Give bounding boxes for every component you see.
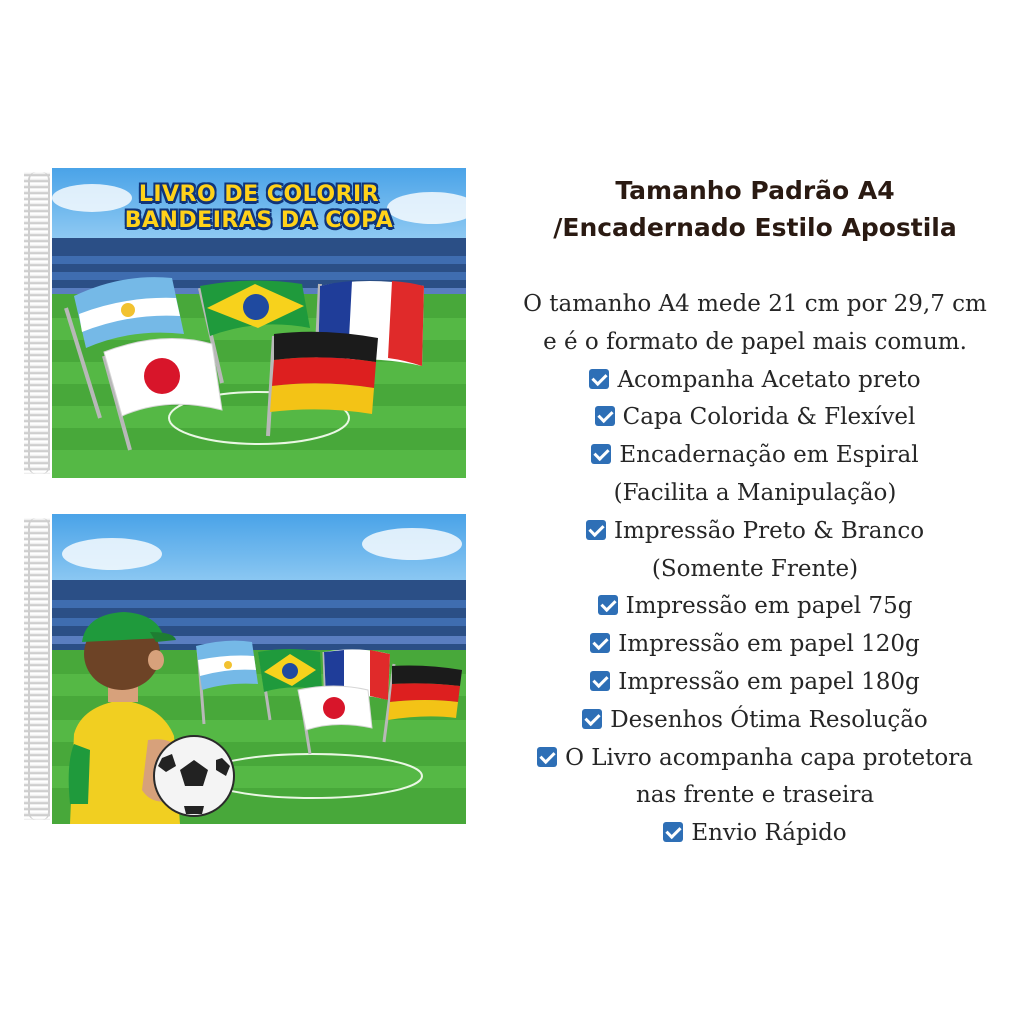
feature-text: Acompanha Acetato preto	[617, 366, 921, 393]
cover-title	[52, 182, 466, 234]
description-line1: O tamanho A4 mede 21 cm por 29,7 cm	[523, 291, 987, 317]
spiral-binding	[24, 518, 50, 820]
check-icon	[595, 406, 615, 426]
notebook-cover-boy	[24, 514, 466, 824]
heading-line1: Tamanho Padrão A4	[615, 176, 895, 205]
feature-item	[490, 362, 1020, 400]
brazil-flag	[258, 649, 322, 692]
check-icon	[590, 671, 610, 691]
feature-text: Impressão Preto & Branco	[613, 517, 925, 544]
stadium-scene	[52, 514, 466, 824]
feature-subtext: (Facilita a Manipulação)	[613, 479, 897, 506]
feature-item	[490, 399, 1020, 437]
feature-text: Impressão em papel 120g	[618, 631, 920, 658]
feature-text: Impressão em papel 180g	[618, 668, 920, 695]
feature-text: Capa Colorida & Flexível	[622, 404, 916, 431]
feature-text: O Livro acompanha capa protetora	[565, 744, 973, 771]
product-heading	[520, 172, 990, 246]
feature-subtext: (Somente Frente)	[651, 555, 859, 582]
check-icon	[537, 747, 557, 767]
notebook-cover-flags	[24, 168, 466, 478]
feature-text: Impressão em papel 75g	[625, 593, 913, 620]
check-icon	[598, 595, 618, 615]
check-icon	[589, 369, 609, 389]
soccer-ball	[154, 736, 234, 816]
germany-flag	[270, 332, 378, 414]
feature-item	[490, 815, 1020, 853]
cover-illustration	[52, 514, 466, 824]
japan-flag	[104, 339, 222, 416]
check-icon	[663, 822, 683, 842]
check-icon	[582, 709, 602, 729]
feature-item	[490, 702, 1020, 740]
description-line2: e é o formato de papel mais comum.	[543, 328, 967, 355]
argentina-flag	[196, 641, 258, 690]
feature-text: Encadernação em Espiral	[619, 442, 919, 469]
feature-subtext: nas frente e traseira	[635, 782, 875, 809]
feature-item	[490, 513, 1020, 551]
feature-item	[490, 588, 1020, 626]
japan-flag	[298, 686, 372, 730]
feature-item	[490, 664, 1020, 702]
feature-item	[490, 626, 1020, 664]
feature-item	[490, 740, 1020, 778]
check-icon	[590, 633, 610, 653]
feature-list	[490, 286, 1020, 853]
feature-item	[490, 437, 1020, 475]
heading-line2: /Encadernado Estilo Apostila	[553, 213, 957, 242]
spiral-binding	[24, 172, 50, 474]
check-icon	[591, 444, 611, 464]
feature-text: Envio Rápido	[691, 820, 847, 847]
germany-flag	[388, 666, 462, 721]
cover-title-line2: BANDEIRAS DA COPA	[124, 208, 394, 233]
cover-title-line1: LIVRO DE COLORIR	[138, 182, 380, 207]
feature-text: Desenhos Ótima Resolução	[610, 706, 928, 733]
check-icon	[586, 520, 606, 540]
cover-illustration	[52, 168, 466, 478]
